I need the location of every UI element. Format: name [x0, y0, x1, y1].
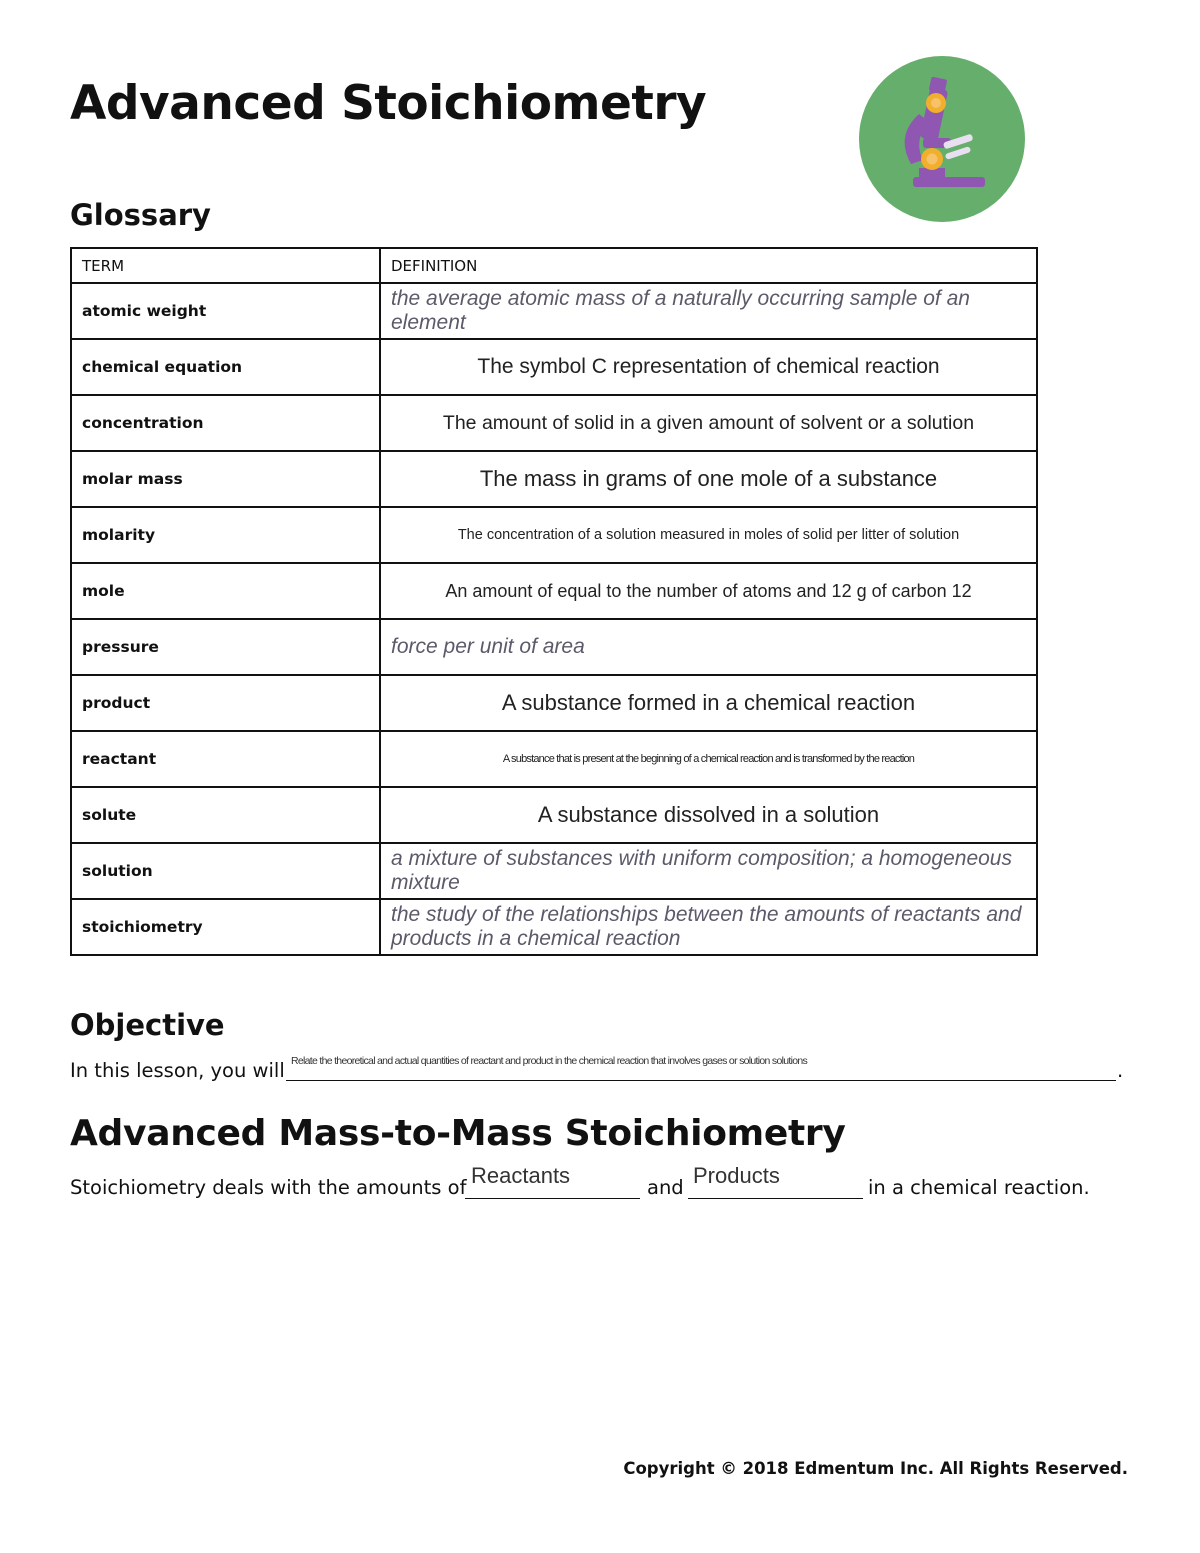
objective-prefix: In this lesson, you will	[70, 1059, 285, 1082]
definition-cell: a mixture of substances with uniform composition; a homogeneous mixture	[380, 843, 1037, 899]
table-row	[71, 395, 1037, 451]
table-row	[71, 563, 1037, 619]
table-row	[71, 283, 1037, 339]
term-cell: mole	[71, 563, 380, 619]
stoichiometry-sentence-and: and	[647, 1176, 684, 1199]
definition-answer[interactable]: The amount of solid in a given amount of solvent or a solution	[380, 395, 1037, 451]
definition-column-header: DEFINITION	[380, 248, 1037, 283]
objective-answer: Relate the theoretical and actual quantities of reactant and product in the chemical reaction that involves gases or solution solutions	[291, 1055, 808, 1067]
definition-answer[interactable]: The concentration of a solution measured in moles of solid per litter of solution	[380, 507, 1037, 563]
stoichiometry-sentence-prefix: Stoichiometry deals with the amounts of	[70, 1176, 467, 1199]
term-cell: molar mass	[71, 451, 380, 507]
definition-answer[interactable]: The mass in grams of one mole of a substance	[380, 451, 1037, 507]
term-cell: chemical equation	[71, 339, 380, 395]
table-row	[71, 619, 1037, 675]
reactants-answer: Reactants	[471, 1163, 571, 1188]
microscope-icon	[859, 56, 1025, 222]
products-answer: Products	[693, 1163, 780, 1188]
definition-cell: the average atomic mass of a naturally occurring sample of an element	[380, 283, 1037, 339]
term-cell: concentration	[71, 395, 380, 451]
definition-cell: force per unit of area	[380, 619, 1037, 675]
table-row	[71, 339, 1037, 395]
table-row	[71, 787, 1037, 843]
table-row	[71, 731, 1037, 787]
copyright-footer: Copyright © 2018 Edmentum Inc. All Rights Reserved.	[623, 1459, 1128, 1478]
definition-cell: the study of the relationships between the amounts of reactants and products in a chemical reaction	[380, 899, 1037, 955]
definition-answer[interactable]: An amount of equal to the number of atoms and 12 g of carbon 12	[380, 563, 1037, 619]
glossary-heading: Glossary	[70, 198, 211, 232]
definition-answer[interactable]: A substance formed in a chemical reaction	[380, 675, 1037, 731]
term-cell: pressure	[71, 619, 380, 675]
term-cell: molarity	[71, 507, 380, 563]
table-row	[71, 899, 1037, 955]
objective-suffix: .	[1117, 1059, 1124, 1082]
term-cell: reactant	[71, 731, 380, 787]
definition-answer[interactable]: A substance that is present at the beginning of a chemical reaction and is transformed by the reaction	[380, 731, 1037, 787]
table-row	[71, 675, 1037, 731]
term-cell: stoichiometry	[71, 899, 380, 955]
page-title: Advanced Stoichiometry	[70, 76, 707, 131]
table-row	[71, 507, 1037, 563]
definition-answer[interactable]: A substance dissolved in a solution	[380, 787, 1037, 843]
term-cell: solute	[71, 787, 380, 843]
glossary-table	[70, 247, 1038, 956]
table-row	[71, 843, 1037, 899]
term-cell: atomic weight	[71, 283, 380, 339]
objective-heading: Objective	[70, 1008, 225, 1042]
definition-answer[interactable]: The symbol C representation of chemical reaction	[380, 339, 1037, 395]
term-cell: product	[71, 675, 380, 731]
stoichiometry-sentence-suffix: in a chemical reaction.	[868, 1176, 1090, 1199]
section-heading: Advanced Mass-to-Mass Stoichiometry	[70, 1113, 846, 1154]
term-column-header: TERM	[71, 248, 380, 283]
table-row	[71, 451, 1037, 507]
term-cell: solution	[71, 843, 380, 899]
table-header-row	[71, 248, 1037, 283]
